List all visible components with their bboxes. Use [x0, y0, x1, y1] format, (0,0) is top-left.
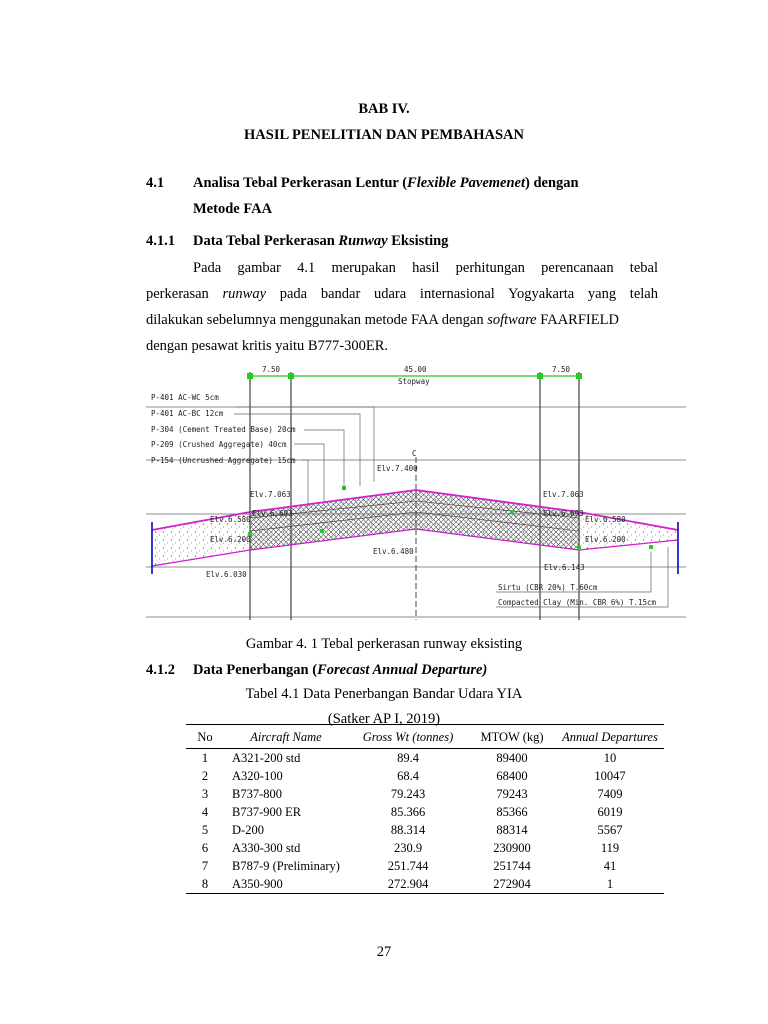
cell-gross-wt: 251.744	[387, 858, 429, 873]
header-gross-wt: Gross Wt (tonnes)	[348, 725, 468, 749]
cell-no: 8	[186, 875, 224, 894]
elv-right-shoulder-top: Elv.7.063	[543, 490, 584, 499]
cell-annual-departures: 10	[603, 750, 617, 765]
elv-right-580: Elv.6.580	[585, 515, 626, 524]
layer-label-2: P-401 AC-BC 12cm	[151, 409, 224, 418]
cell-no: 1	[201, 750, 209, 765]
cell-gross-wt: 230.9	[393, 840, 423, 855]
elv-left-shoulder-top: Elv.7.063	[250, 490, 291, 499]
dim-right-label: 7.50	[552, 365, 571, 374]
cell-mtow: 230900	[493, 840, 531, 855]
elv-center-bottom: Elv.6.480	[373, 547, 414, 556]
section-title-4-1-2: Data Penerbangan (Forecast Annual Departure)	[193, 662, 488, 678]
cell-mtow: 85366	[496, 804, 528, 819]
section-title-4-1-1: Data Tebal Perkerasan Runway Eksisting	[193, 233, 449, 249]
cell-gross-wt: 68.4	[397, 768, 419, 783]
layer-label-5: P-154 (Uncrushed Aggregate) 15cm	[151, 456, 296, 465]
cell-aircraft-name: B787-9 (Preliminary)	[232, 858, 340, 873]
dim-center-label: 45.00	[404, 365, 427, 374]
table-row	[186, 803, 664, 821]
elv-left-200: Elv.6.200	[210, 535, 251, 544]
table-caption: Tabel 4.1 Data Penerbangan Bandar Udara YIA	[245, 686, 523, 702]
header-mtow: MTOW (kg)	[468, 725, 556, 749]
section-number-4-1-1: 4.1.1	[146, 233, 175, 249]
cell-gross-wt: 88.314	[390, 822, 426, 837]
table-row	[186, 821, 664, 839]
header-no: No	[186, 725, 224, 749]
flight-data-table	[186, 724, 664, 894]
cell-aircraft-name: A321-200 std	[232, 750, 301, 765]
elv-left-bottom: Elv.6.030	[206, 570, 247, 579]
cell-no: 7	[201, 858, 209, 873]
cell-annual-departures: 1	[556, 875, 664, 894]
table-row	[186, 857, 664, 875]
cell-gross-wt: 89.4	[397, 750, 419, 765]
section-title-4-1-line2: Metode FAA	[193, 201, 273, 217]
dim-left-label: 7.50	[262, 365, 281, 374]
cell-gross-wt: 272.904	[348, 875, 468, 894]
dim-center-sub-label: Stopway	[398, 377, 430, 386]
elv-right-200: Elv.6.200	[585, 535, 626, 544]
cell-mtow: 251744	[493, 858, 531, 873]
centerline-symbol: C	[412, 449, 417, 458]
cell-mtow: 88314	[496, 822, 528, 837]
cell-annual-departures: 7409	[597, 786, 623, 801]
layer-label-4: P-209 (Crushed Aggregate) 40cm	[151, 440, 287, 449]
cell-mtow: 68400	[496, 768, 528, 783]
table-row	[186, 875, 664, 894]
cell-gross-wt: 85.366	[390, 804, 426, 819]
paragraph-line-3: dilakukan sebelumnya menggunakan metode FAA dengan software FAARFIELD	[146, 312, 619, 328]
cell-aircraft-name: A320-100	[232, 768, 283, 783]
cell-no: 4	[201, 804, 209, 819]
cell-no: 2	[201, 768, 209, 783]
figure-caption: Gambar 4. 1 Tebal perkerasan runway eksisting	[245, 636, 523, 652]
section-number-4-1: 4.1	[146, 175, 165, 191]
section-title-4-1: Analisa Tebal Perkerasan Lentur (Flexible Pavemenet) dengan	[193, 175, 579, 191]
elv-left-693: Elv.6.693	[252, 509, 293, 518]
chapter-number: BAB IV.	[358, 101, 410, 117]
elv-right-bottom: Elv.6.143	[544, 563, 585, 572]
table-row	[186, 767, 664, 785]
cell-mtow: 89400	[496, 750, 528, 765]
cell-annual-departures: 10047	[594, 768, 626, 783]
cell-aircraft-name: B737-900 ER	[232, 804, 302, 819]
cell-annual-departures: 5567	[597, 822, 623, 837]
cell-aircraft-name: D-200	[232, 822, 264, 837]
cell-aircraft-name: A350-900	[224, 875, 348, 894]
page-number: 27	[376, 944, 392, 960]
paragraph-line-1: Pada gambar 4.1 merupakan hasil perhitungan perencanaan tebal	[193, 260, 658, 276]
section-number-4-1-2: 4.1.2	[146, 662, 175, 678]
paragraph-line-2: perkerasan runway pada bandar udara internasional Yogyakarta yang telah	[146, 286, 658, 302]
header-annual-departures: Annual Departures	[556, 725, 664, 749]
table-caption-source: (Satker AP I, 2019)	[327, 711, 441, 727]
cell-annual-departures: 119	[600, 840, 620, 855]
elv-center-top: Elv.7.400	[377, 464, 418, 473]
cell-aircraft-name: A330-300 std	[232, 840, 301, 855]
table-row	[186, 785, 664, 803]
cell-annual-departures: 6019	[597, 804, 623, 819]
cell-gross-wt: 79.243	[390, 786, 426, 801]
elv-left-580: Elv.6.580	[210, 515, 251, 524]
cell-mtow: 272904	[468, 875, 556, 894]
layer-label-1: P-401 AC-WC 5cm	[151, 393, 219, 402]
chapter-title: HASIL PENELITIAN DAN PEMBAHASAN	[244, 127, 524, 143]
subgrade-label-1: Sirtu (CBR 20%) T.60cm	[498, 583, 598, 592]
table-header-row	[186, 725, 664, 749]
cell-aircraft-name: B737-800	[232, 786, 282, 801]
header-aircraft-name: Aircraft Name	[224, 725, 348, 749]
elv-right-693: Elv.6.693	[543, 509, 584, 518]
runway-cross-section-figure	[146, 362, 686, 622]
cell-no: 5	[201, 822, 209, 837]
layer-label-3: P-304 (Cement Treated Base) 20cm	[151, 425, 296, 434]
table-row	[186, 839, 664, 857]
cell-annual-departures: 41	[603, 858, 617, 873]
cell-mtow: 79243	[496, 786, 528, 801]
subgrade-label-2: Compacted Clay (Min. CBR 6%) T.15cm	[498, 598, 657, 607]
cell-no: 3	[201, 786, 209, 801]
cell-no: 6	[201, 840, 209, 855]
table-row	[186, 749, 664, 768]
paragraph-line-4: dengan pesawat kritis yaitu B777-300ER.	[146, 338, 389, 354]
